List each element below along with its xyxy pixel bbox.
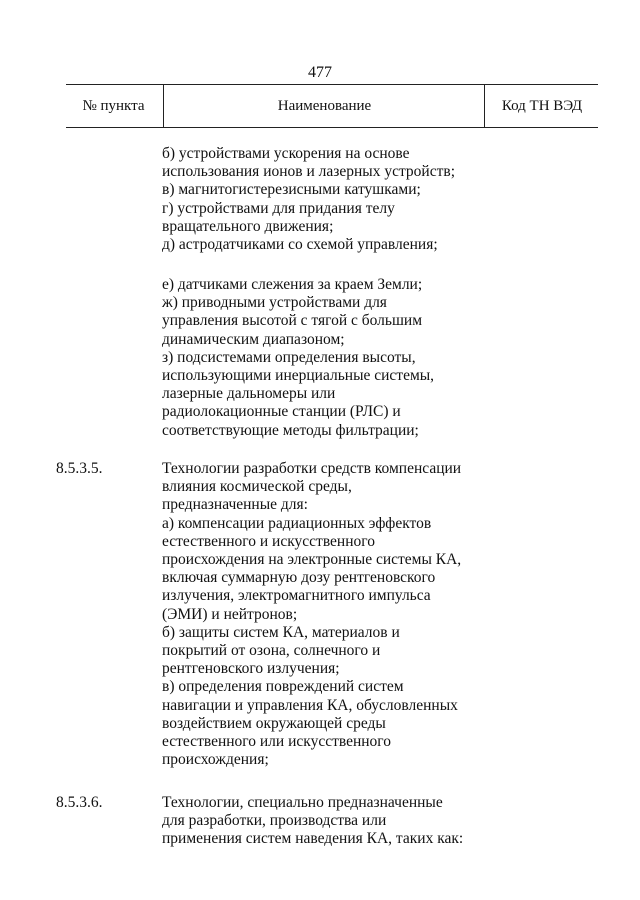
text-line: излучения, электромагнитного импульса [162,587,431,605]
text-line: соответствующие методы фильтрации; [162,421,419,439]
text-line: происхождения; [162,751,269,769]
header-tn-ved-code: Код ТН ВЭД [484,85,599,127]
item-number: 8.5.3.6. [56,794,103,811]
text-line: лазерные дальномеры или [162,385,336,403]
text-line: применения систем наведения КА, таких как: [162,830,464,848]
text-line: для разработки, производства или [162,812,387,830]
text-line: д) астродатчиками со схемой управления; [162,236,438,254]
item-number: 8.5.3.5. [56,460,103,477]
text-line: воздействием окружающей среды [162,714,386,732]
text-block [162,460,502,769]
header-name: Наименование [163,85,485,127]
text-line: использующими инерциальные системы, [162,367,435,385]
text-line: в) определения повреждений систем [162,678,404,696]
text-line: рентгеновского излучения; [162,660,340,678]
text-line: Технологии разработки средств компенсации [162,460,462,477]
text-line: вращательного движения; [162,217,334,235]
text-line: управления высотой с тягой с большим [162,312,423,330]
page-number: 477 [308,64,332,81]
text-line: (ЭМИ) и нейтронов; [162,605,298,623]
text-line: динамическим диапазоном; [162,330,345,348]
text-line: включая суммарную дозу рентгеновского [162,569,436,587]
text-line: влияния космической среды, [162,478,352,496]
text-line: радиолокационные станции (РЛС) и [162,403,401,421]
text-line: б) защиты систем КА, материалов и [162,623,400,641]
text-line: г) устройствами для придания телу [162,199,395,217]
text-line: использования ионов и лазерных устройств; [162,163,456,181]
text-line: е) датчиками слежения за краем Земли; [162,276,423,293]
text-line: предназначенные для: [162,496,308,514]
text-block [162,794,502,849]
text-line: ж) приводными устройствами для [162,294,387,312]
text-line: в) магнитогистерезисными катушками; [162,181,421,199]
text-line: а) компенсации радиационных эффектов [162,514,432,532]
text-line: естественного и искусственного [162,532,375,550]
text-line: покрытий от озона, солнечного и [162,642,381,660]
text-line: б) устройствами ускорения на основе [162,145,410,162]
text-line: з) подсистемами определения высоты, [162,348,416,366]
table-header [66,84,598,128]
header-item-number: № пункта [82,98,145,114]
text-line: Технологии, специально предназначенные [162,794,443,811]
text-line: естественного или искусственного [162,733,392,751]
text-block [162,145,502,254]
text-block [162,276,502,440]
text-line: навигации и управления КА, обусловленных [162,696,458,714]
text-line: происхождения на электронные системы КА, [162,551,462,569]
